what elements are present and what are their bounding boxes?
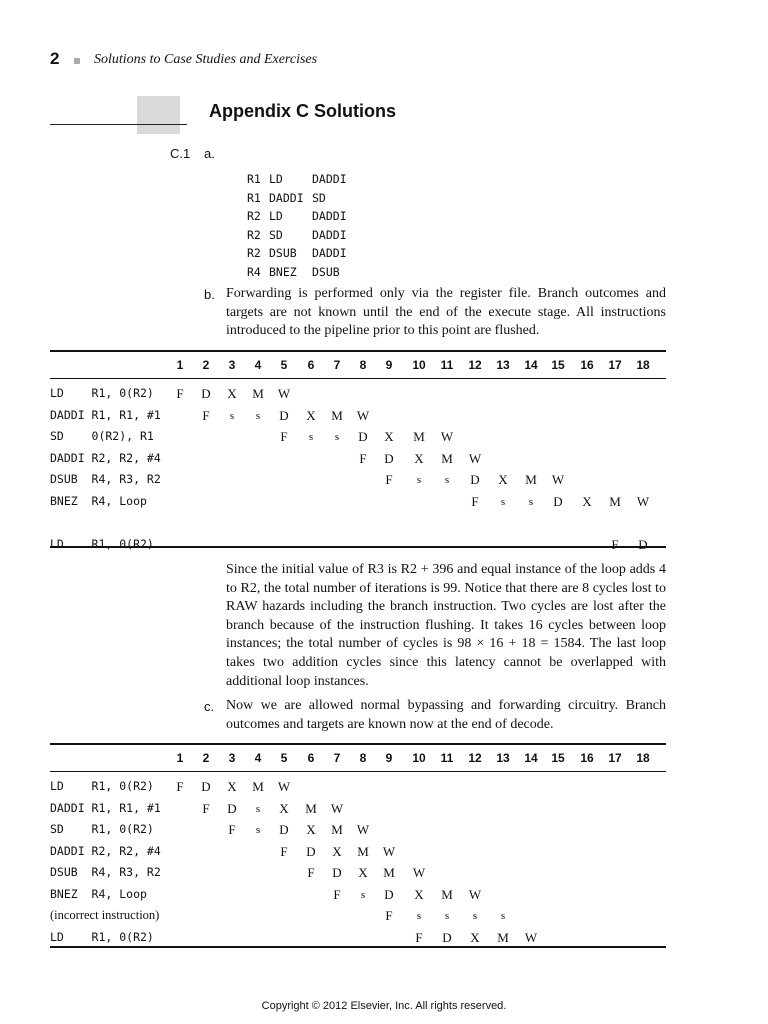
cycle-number: 15	[551, 751, 565, 765]
cycle-header-row	[50, 352, 666, 379]
dependence-list	[247, 170, 362, 282]
instruction-label: (incorrect instruction)	[50, 908, 160, 922]
stage-cell: D	[638, 536, 648, 552]
stage-cell: M	[331, 822, 343, 837]
cycle-number: 17	[608, 358, 622, 372]
stage-cell: F	[471, 493, 479, 509]
cycle-number: 5	[280, 751, 288, 765]
stage-cell: W	[412, 865, 426, 880]
copyright-footer: Copyright © 2012 Elsevier, Inc. All rights reserved.	[261, 1000, 507, 1012]
table-row	[50, 862, 666, 884]
part-a-label: a.	[204, 146, 215, 161]
stage-cell: F	[307, 865, 315, 880]
dependence-target: DADDI	[312, 209, 347, 224]
cycle-number: 6	[307, 751, 315, 765]
table-row	[50, 841, 666, 863]
dependence-row	[247, 189, 362, 208]
section-marker-box	[137, 96, 180, 134]
instruction-label: BNEZ R4, Loop	[50, 886, 147, 901]
table-row	[50, 819, 666, 841]
cycle-number: 11	[440, 358, 454, 372]
stall-cell: s	[444, 910, 450, 922]
stage-cell: F	[611, 536, 619, 552]
stage-cell: M	[525, 472, 537, 487]
header-bullet	[74, 58, 80, 64]
table-row	[50, 383, 666, 405]
stage-cell: D	[201, 779, 211, 794]
cycle-number: 9	[385, 751, 393, 765]
stage-cell: X	[358, 865, 368, 880]
cycle-number: 16	[580, 751, 594, 765]
dependence-row	[247, 207, 362, 226]
instruction-label: LD R1, 0(R2)	[50, 386, 154, 400]
stage-cell: D	[279, 822, 289, 837]
stage-cell: M	[497, 929, 509, 945]
cycle-number: 7	[333, 358, 341, 372]
stage-cell: F	[176, 386, 184, 401]
dependence-register: R4	[247, 264, 261, 279]
table-row	[50, 448, 666, 470]
cycle-number: 3	[228, 751, 236, 765]
cycle-number: 10	[412, 751, 426, 765]
cycle-number: 8	[359, 751, 367, 765]
cycle-number: 1	[176, 358, 184, 372]
instruction-label: LD R1, 0(R2)	[50, 536, 154, 551]
instruction-label: LD R1, 0(R2)	[50, 929, 154, 944]
stage-cell: X	[306, 822, 316, 837]
stage-cell: F	[280, 843, 288, 859]
stage-cell: W	[468, 886, 482, 902]
stage-cell: F	[385, 472, 393, 487]
stage-cell: W	[356, 407, 370, 423]
cycle-number: 11	[440, 751, 454, 765]
table-row	[50, 405, 666, 427]
stage-cell: X	[470, 929, 480, 945]
stage-cell: X	[414, 450, 424, 466]
cycle-number: 13	[496, 751, 510, 765]
cycle-number: 6	[307, 358, 315, 372]
table-row	[50, 776, 666, 798]
table-row	[50, 927, 666, 949]
stall-cell: s	[255, 824, 261, 836]
stage-cell: W	[524, 929, 538, 945]
stall-cell: s	[360, 888, 366, 901]
stage-cell: F	[228, 822, 236, 837]
stage-cell: M	[357, 843, 369, 859]
cycle-number: 7	[333, 751, 341, 765]
instruction-label: DADDI R2, R2, #4	[50, 843, 161, 858]
dependence-register: R2	[247, 246, 261, 261]
stage-cell: F	[280, 429, 288, 444]
dependence-row	[247, 263, 362, 282]
instruction-label: SD R1, 0(R2)	[50, 822, 154, 836]
cycle-number: 2	[202, 358, 210, 372]
part-c-text: Now we are allowed normal bypassing and forwarding circuitry. Branch outcomes and targets are known now at the end of decode.	[226, 698, 666, 732]
stage-cell: X	[582, 493, 592, 509]
instruction-label: DSUB R4, R3, R2	[50, 472, 161, 486]
table-row	[50, 905, 666, 927]
dependence-target: DSUB	[312, 264, 340, 279]
stage-cell: M	[383, 865, 395, 880]
dependence-target: SD	[312, 190, 326, 205]
stage-cell: W	[277, 386, 291, 401]
cycle-number: 10	[412, 358, 426, 372]
cycle-number: 3	[228, 358, 236, 372]
table-row	[50, 491, 666, 513]
cycle-number: 14	[524, 751, 538, 765]
dependence-row	[247, 244, 362, 263]
stage-cell: F	[333, 886, 341, 902]
cycle-number: 17	[608, 751, 622, 765]
dependence-register: R2	[247, 227, 261, 242]
stall-cell: s	[500, 910, 506, 922]
stage-cell: X	[384, 429, 394, 444]
stage-cell: F	[176, 779, 184, 794]
pipeline-table-c	[50, 743, 666, 948]
cycle-number: 12	[468, 358, 482, 372]
stage-cell: F	[385, 908, 393, 923]
stage-cell: W	[551, 472, 565, 487]
pipeline-table-b	[50, 350, 666, 552]
stage-cell: M	[252, 779, 264, 794]
stall-cell: s	[229, 409, 235, 422]
stage-cell: D	[279, 407, 289, 423]
cycle-number: 18	[636, 358, 650, 372]
stage-cell: M	[413, 429, 425, 444]
stage-cell: D	[358, 429, 368, 444]
stage-cell: W	[356, 822, 370, 837]
table-row	[50, 798, 666, 820]
stage-cell: M	[441, 450, 453, 466]
stage-cell: M	[252, 386, 264, 401]
cycle-number: 9	[385, 358, 393, 372]
stage-cell: X	[414, 886, 424, 902]
dependence-source: LD	[269, 172, 283, 186]
cycle-number: 16	[580, 358, 594, 372]
dependence-target: DADDI	[312, 246, 347, 261]
dependence-source: DSUB	[269, 246, 297, 261]
stage-cell: F	[202, 800, 210, 816]
table-row	[50, 512, 666, 534]
question-number: C.1	[170, 146, 191, 161]
dependence-source: DADDI	[269, 190, 304, 205]
instruction-label: DADDI R2, R2, #4	[50, 450, 161, 465]
cycle-number: 15	[551, 358, 565, 372]
stage-cell: D	[306, 843, 316, 859]
table-row	[50, 426, 666, 448]
stall-cell: s	[472, 910, 478, 922]
part-b-label: b.	[204, 287, 215, 302]
dependence-row	[247, 226, 362, 245]
stage-cell: D	[442, 929, 452, 945]
cycle-number: 2	[202, 751, 210, 765]
table-row	[50, 534, 666, 556]
section-rule	[50, 124, 187, 125]
cycle-number: 12	[468, 751, 482, 765]
stage-cell: W	[468, 450, 482, 466]
stage-cell: W	[277, 779, 291, 794]
stall-cell: s	[334, 431, 340, 443]
stall-cell: s	[528, 495, 534, 508]
stage-cell: X	[498, 472, 508, 487]
dependence-source: LD	[269, 209, 283, 224]
cycle-number: 1	[176, 751, 184, 765]
stage-cell: M	[441, 886, 453, 902]
stage-cell: M	[609, 493, 621, 509]
dependence-register: R1	[247, 190, 261, 205]
stage-cell: X	[227, 779, 237, 794]
dependence-target: DADDI	[312, 227, 347, 242]
cycle-number: 18	[636, 751, 650, 765]
part-c-label: c.	[204, 699, 215, 714]
stage-cell: D	[227, 800, 237, 816]
stage-cell: X	[227, 386, 237, 401]
stage-cell: F	[415, 929, 423, 945]
part-b-text: Forwarding is performed only via the register file. Branch outcomes and targets are not known until the end of the execute stage. All instructions introduced to the pipeline prior to this point are flushed.	[226, 286, 666, 339]
running-title: Solutions to Case Studies and Exercises	[94, 52, 318, 67]
cycle-number: 14	[524, 358, 538, 372]
stage-cell: D	[470, 472, 480, 487]
stall-cell: s	[255, 409, 261, 422]
instruction-label: SD 0(R2), R1	[50, 429, 154, 443]
stage-cell: F	[202, 407, 210, 423]
stage-cell: D	[384, 450, 394, 466]
dependence-row	[247, 170, 362, 189]
cycle-number: 4	[254, 751, 262, 765]
instruction-label: BNEZ R4, Loop	[50, 493, 147, 508]
cycle-header-row	[50, 745, 666, 772]
cycle-number: 13	[496, 358, 510, 372]
stage-cell: X	[332, 843, 342, 859]
instruction-label: DADDI R1, R1, #1	[50, 800, 161, 815]
stall-cell: s	[308, 431, 314, 443]
dependence-register: R1	[247, 172, 261, 186]
stall-cell: s	[444, 474, 450, 486]
stall-cell: s	[255, 802, 261, 815]
page-number: 2	[50, 49, 60, 68]
instruction-label: DADDI R1, R1, #1	[50, 407, 161, 422]
cycle-number: 8	[359, 358, 367, 372]
table-row	[50, 884, 666, 906]
stall-cell: s	[500, 495, 506, 508]
stage-cell: M	[331, 407, 343, 423]
section-title: Appendix C Solutions	[209, 101, 396, 121]
stall-cell: s	[416, 910, 422, 922]
stage-cell: W	[330, 800, 344, 816]
stage-cell: W	[382, 843, 396, 859]
cycle-number: 4	[254, 358, 262, 372]
stage-cell: D	[384, 886, 394, 902]
instruction-label: DSUB R4, R3, R2	[50, 865, 161, 879]
instruction-label: LD R1, 0(R2)	[50, 779, 154, 793]
dependence-target: DADDI	[312, 172, 347, 186]
stage-cell: X	[279, 800, 289, 816]
dependence-source: SD	[269, 227, 283, 242]
stage-cell: M	[305, 800, 317, 816]
stall-cell: s	[416, 474, 422, 486]
stage-cell: D	[553, 493, 563, 509]
explanation-text: Since the initial value of R3 is R2 + 396 and equal instance of the loop adds 4 to R2, the total number of iterations is 99. Notice that there are 8 cycles lost to RAW hazards including the branch instruction. Two cycles are lost after the branch because of the instruction flushing. It takes 16 cycles between loop instances; the total number of cycles is 98 × 16 + 18 = 1584. The last loop takes two addition cycles since this latency cannot be overlapped with additional loop instances.	[226, 562, 666, 689]
stage-cell: X	[306, 407, 316, 423]
cycle-number: 5	[280, 358, 288, 372]
stage-cell: W	[636, 493, 650, 509]
dependence-source: BNEZ	[269, 264, 297, 279]
stage-cell: D	[201, 386, 211, 401]
table-row	[50, 469, 666, 491]
stage-cell: D	[332, 865, 342, 880]
stage-cell: F	[359, 450, 367, 466]
dependence-register: R2	[247, 209, 261, 224]
stage-cell: W	[440, 429, 454, 444]
